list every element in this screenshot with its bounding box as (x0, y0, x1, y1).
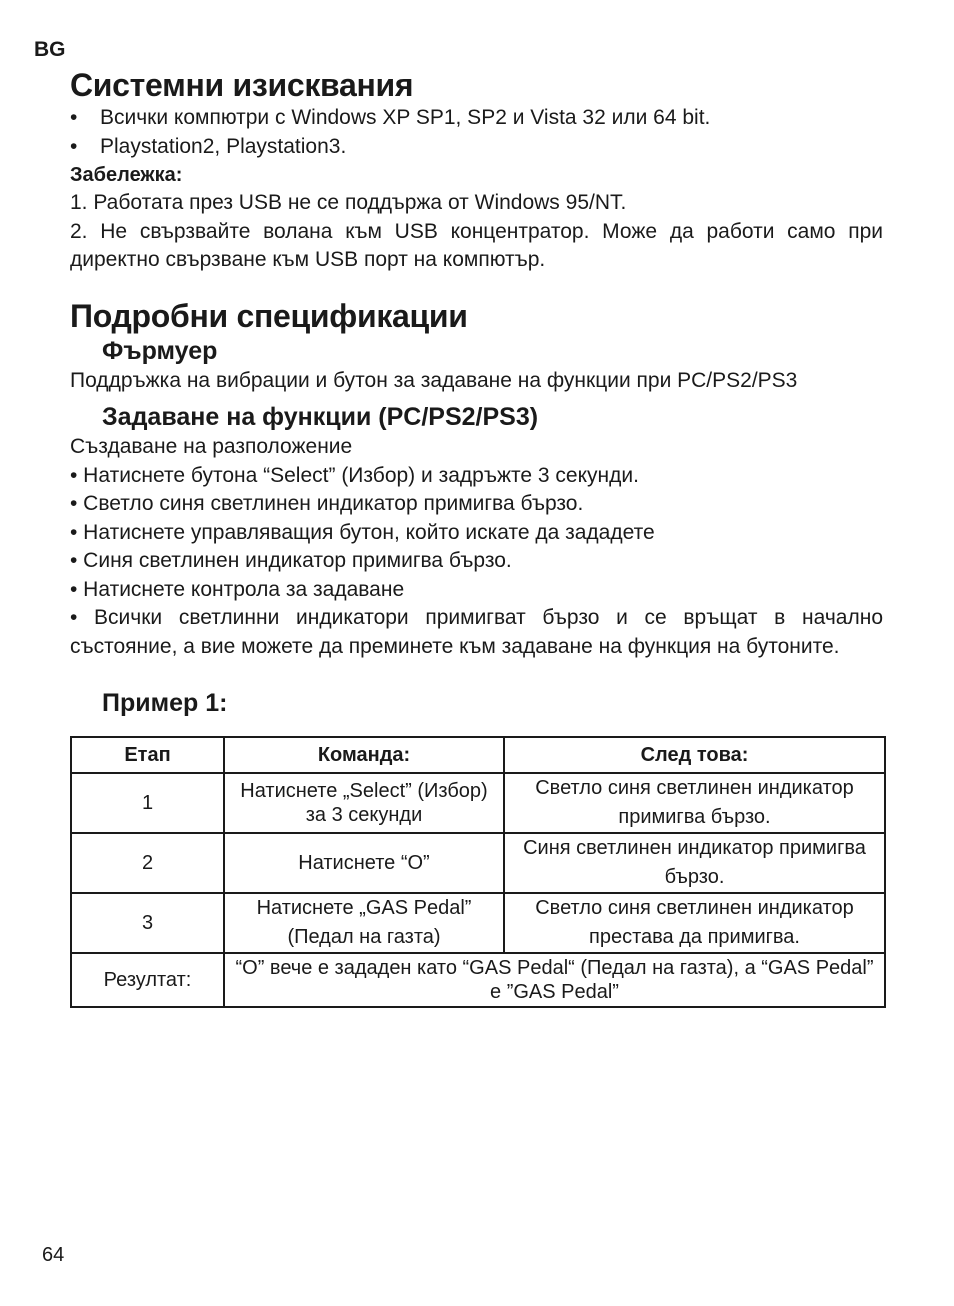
list-item (70, 104, 883, 133)
list-item-text: Всички компютри с Windows XP SP1, SP2 и Vista 32 или 64 bit. (100, 106, 711, 129)
note-label: Забележка: (70, 164, 183, 186)
note-2: 2. Не свързвайте волана към USB концентратор. Може да работи само при директно свързване към USB порт на компютър. (70, 219, 883, 271)
page-content (70, 66, 883, 1008)
list-item (70, 133, 883, 162)
assign-step: • Натиснете управляващия бутон, който искате да зададете (70, 520, 655, 544)
table-row (71, 773, 885, 833)
step-cell: 3 (71, 893, 224, 953)
assign-step: • Натиснете бутона “Select” (Избор) и задръжте 3 секунди. (70, 463, 639, 487)
assign-step: • Натиснете контрола за задаване (70, 577, 405, 601)
firmware-text: Поддръжка на вибрации и бутон за задаване на функции при PC/PS2/PS3 (70, 368, 798, 392)
result-text-cell: “O” вече е зададен като “GAS Pedal“ (Педал на газта), а “GAS Pedal” е ”GAS Pedal” (224, 953, 885, 1007)
example-table (70, 736, 886, 1008)
then-cell: Светло синя светлинен индикатор примигва бързо. (504, 773, 885, 833)
step-cell: 1 (71, 773, 224, 833)
column-header: След това: (504, 737, 885, 773)
system-requirements-heading: Системни изисквания (70, 67, 414, 103)
language-tag: BG (34, 38, 66, 61)
bullet-dot: • (70, 134, 78, 158)
command-cell: Натиснете “O” (224, 833, 504, 893)
result-label-cell: Резултат: (71, 953, 224, 1007)
table-row (71, 893, 885, 953)
assign-step: • Синя светлинен индикатор примигва бързо. (70, 549, 512, 572)
command-cell: Натиснете „Select” (Избор) за 3 секунди (224, 773, 504, 833)
note-1: 1. Работата през USB не се поддържа от Windows 95/NT. (70, 191, 627, 214)
assign-intro: Създаване на разположение (70, 435, 353, 458)
assign-step: • Всички светлинни индикатори примигват бързо и се връщат в начално състояние, а вие можете да преминете към задаване на функция на бутоните. (70, 606, 883, 658)
assign-heading: Задаване на функции (PC/PS2/PS3) (102, 403, 539, 431)
example-heading: Пример 1: (102, 689, 228, 717)
table-header-row (71, 737, 885, 773)
assign-step: • Светло синя светлинен индикатор примигва бързо. (70, 492, 584, 515)
then-cell: Светло синя светлинен индикатор престава да примигва. (504, 893, 885, 953)
firmware-heading: Фърмуер (102, 336, 218, 365)
step-cell: 2 (71, 833, 224, 893)
specs-heading: Подробни спецификации (70, 297, 468, 334)
column-header: Команда: (224, 737, 504, 773)
list-item-text: Playstation2, Playstation3. (100, 134, 347, 158)
result-row (71, 953, 885, 1007)
table-row (71, 833, 885, 893)
bullet-dot: • (70, 106, 78, 129)
column-header: Етап (71, 737, 224, 773)
command-cell: Натиснете „GAS Pedal” (Педал на газта) (224, 893, 504, 953)
requirements-list (70, 104, 883, 161)
then-cell: Синя светлинен индикатор примигва бързо. (504, 833, 885, 893)
page-number: 64 (42, 1244, 65, 1266)
